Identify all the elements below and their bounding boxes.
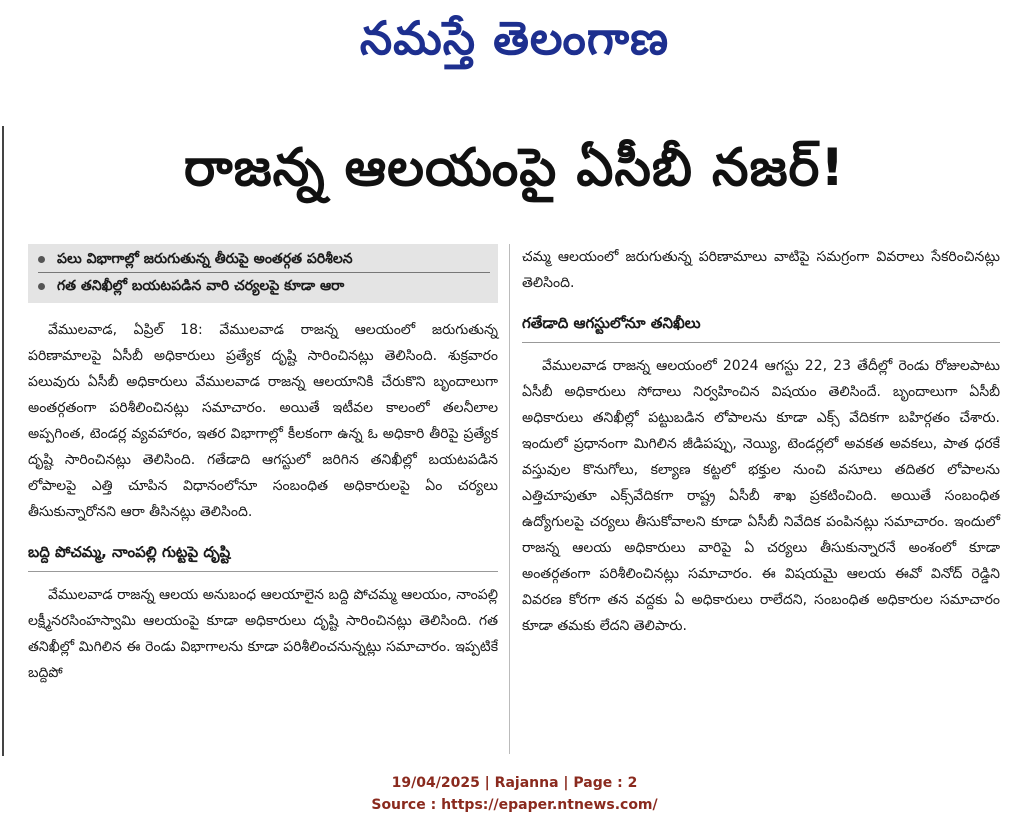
highlight-item (38, 273, 490, 299)
column-divider (509, 244, 510, 754)
article-headline: రాజన్న ఆలయంపై ఏసీబీ నజర్! (183, 138, 846, 198)
page-border-rule (2, 126, 4, 756)
page-footer (0, 772, 1029, 816)
right-column (522, 244, 1000, 645)
highlight-text: గత తనిఖీల్లో బయటపడిన వారి చర్యలపై కూడా ఆరా (57, 278, 345, 294)
article-paragraph: వేములవాడ రాజన్న ఆలయ అనుబంధ ఆలయాలైన బద్ది పోచమ్మ ఆలయం, నాంపల్లి లక్ష్మీనరసింహస్వామి ఆలయంపై కూడా అధికారులు దృష్టి సారించినట్లు తెలిసింది. గత తనిఖీల్లో మిగిలిన ఈ రెండు విభాగాలను కూడా పరిశీలించనున్నట్లు సమాచారం. ఇప్పటికే బద్దిపో (28, 587, 498, 681)
section-subhead: బద్ది పోచమ్మ, నాంపల్లి గుట్టపై దృష్టి (28, 539, 498, 572)
footer-source-line: Source : https://epaper.ntnews.com/ (371, 797, 658, 813)
bullet-icon (38, 283, 45, 290)
newspaper-logo-title: నమస్తే తెలంగాణ (359, 11, 670, 65)
article-paragraph: వేములవాడ, ఏప్రిల్ 18: వేములవాడ రాజన్న ఆలయంలో జరుగుతున్న పరిణామాలపై ఏసీబీ అధికారులు ప్రత్యేక దృష్టి సారించినట్లు తెలిసింది. శుక్రవారం పలువురు ఏసీబీ అధికారులు వేములవాడ రాజన్న ఆలయానికి చేరుకొని బృందాలుగా అంతర్గతంగా పరిశీలించినట్లు సమాచారం. అయితే ఇటీవల కాలంలో తలనీలాల అప్పగింత, టెండర్ల వ్యవహారం, ఇతర విభాగాల్లో కీలకంగా ఉన్న ఓ అధికారి తీరిపై ప్రత్యేక దృష్టి సారించినట్లు తెలిసింది. గతేడాది ఆగస్టులో జరిగిన తనిఖీల్లో బయటపడిన లోపాలపై ఎత్తి చూపిన విధానంలోనూ సంబంధిత అధికారులపై ఏం చర్యలు తీసుకున్నారోనని ఆరా తీసినట్లు తెలిసింది. (28, 322, 498, 520)
highlight-item (38, 246, 490, 273)
bullet-icon (38, 256, 45, 263)
masthead (0, 0, 1029, 88)
article-paragraph: చమ్మ ఆలయంలో జరుగుతున్న పరిణామాలు వాటిపై సమగ్రంగా వివరాలు సేకరించినట్లు తెలిసింది. (522, 249, 1000, 291)
section-subhead: గతేడాది ఆగస్టులోనూ తనిఖీలు (522, 310, 1000, 343)
left-column (28, 244, 498, 692)
article-paragraph: వేములవాడ రాజన్న ఆలయంలో 2024 ఆగస్టు 22, 23 తేదీల్లో రెండు రోజులపాటు ఏసీబీ అధికారులు సోదాలు నిర్వహించిన విషయం తెలిసిందే. బృందాలుగా ఏసీబీ అధికారులు తనిఖీల్లో పట్టుబడిన లోపాలను కూడా ఎక్స్ వేదికగా బహిర్గతం చేశారు. ఇందులో ప్రధానంగా మిగిలిన జీడిపప్పు, నెయ్యి, టెండర్లలో అవకత అవకలు, పాత ధరకే వస్తువుల కొనుగోలు, కల్యాణ కట్టలో భక్తుల నుంచి వసూలు తదితర లోపాలను ఎత్తిచూపుతూ ఎక్స్‌వేదికగా రాష్ట్ర ఏసీబీ శాఖ ప్రకటించింది. అయితే సంబంధిత ఉద్యోగులపై చర్యలు తీసుకోవాలని కూడా ఏసీబీ నివేదిక పంపినట్లు సమాచారం. ఇందులో రాజన్న ఆలయ అధికారులు వారిపై ఏ చర్యలు తీసుకున్నారనే అంశంలో కూడా అంతర్గతంగా పరిశీలించినట్లు సమాచారం. ఈ విషయమై ఆలయ ఈవో వినోద్ రెడ్డిని వివరణ కోరగా తన వద్దకు ఏ అధికారులు రాలేదని, సంబంధిత అధికారుల సమాచారం కూడా తమకు లేదని తెలిపారు. (522, 358, 1000, 634)
highlight-text: పలు విభాగాల్లో జరుగుతున్న తీరుపై అంతర్గత పరిశీలన (57, 251, 353, 267)
highlights-box (28, 244, 498, 303)
footer-date-line: 19/04/2025 | Rajanna | Page : 2 (391, 775, 638, 791)
